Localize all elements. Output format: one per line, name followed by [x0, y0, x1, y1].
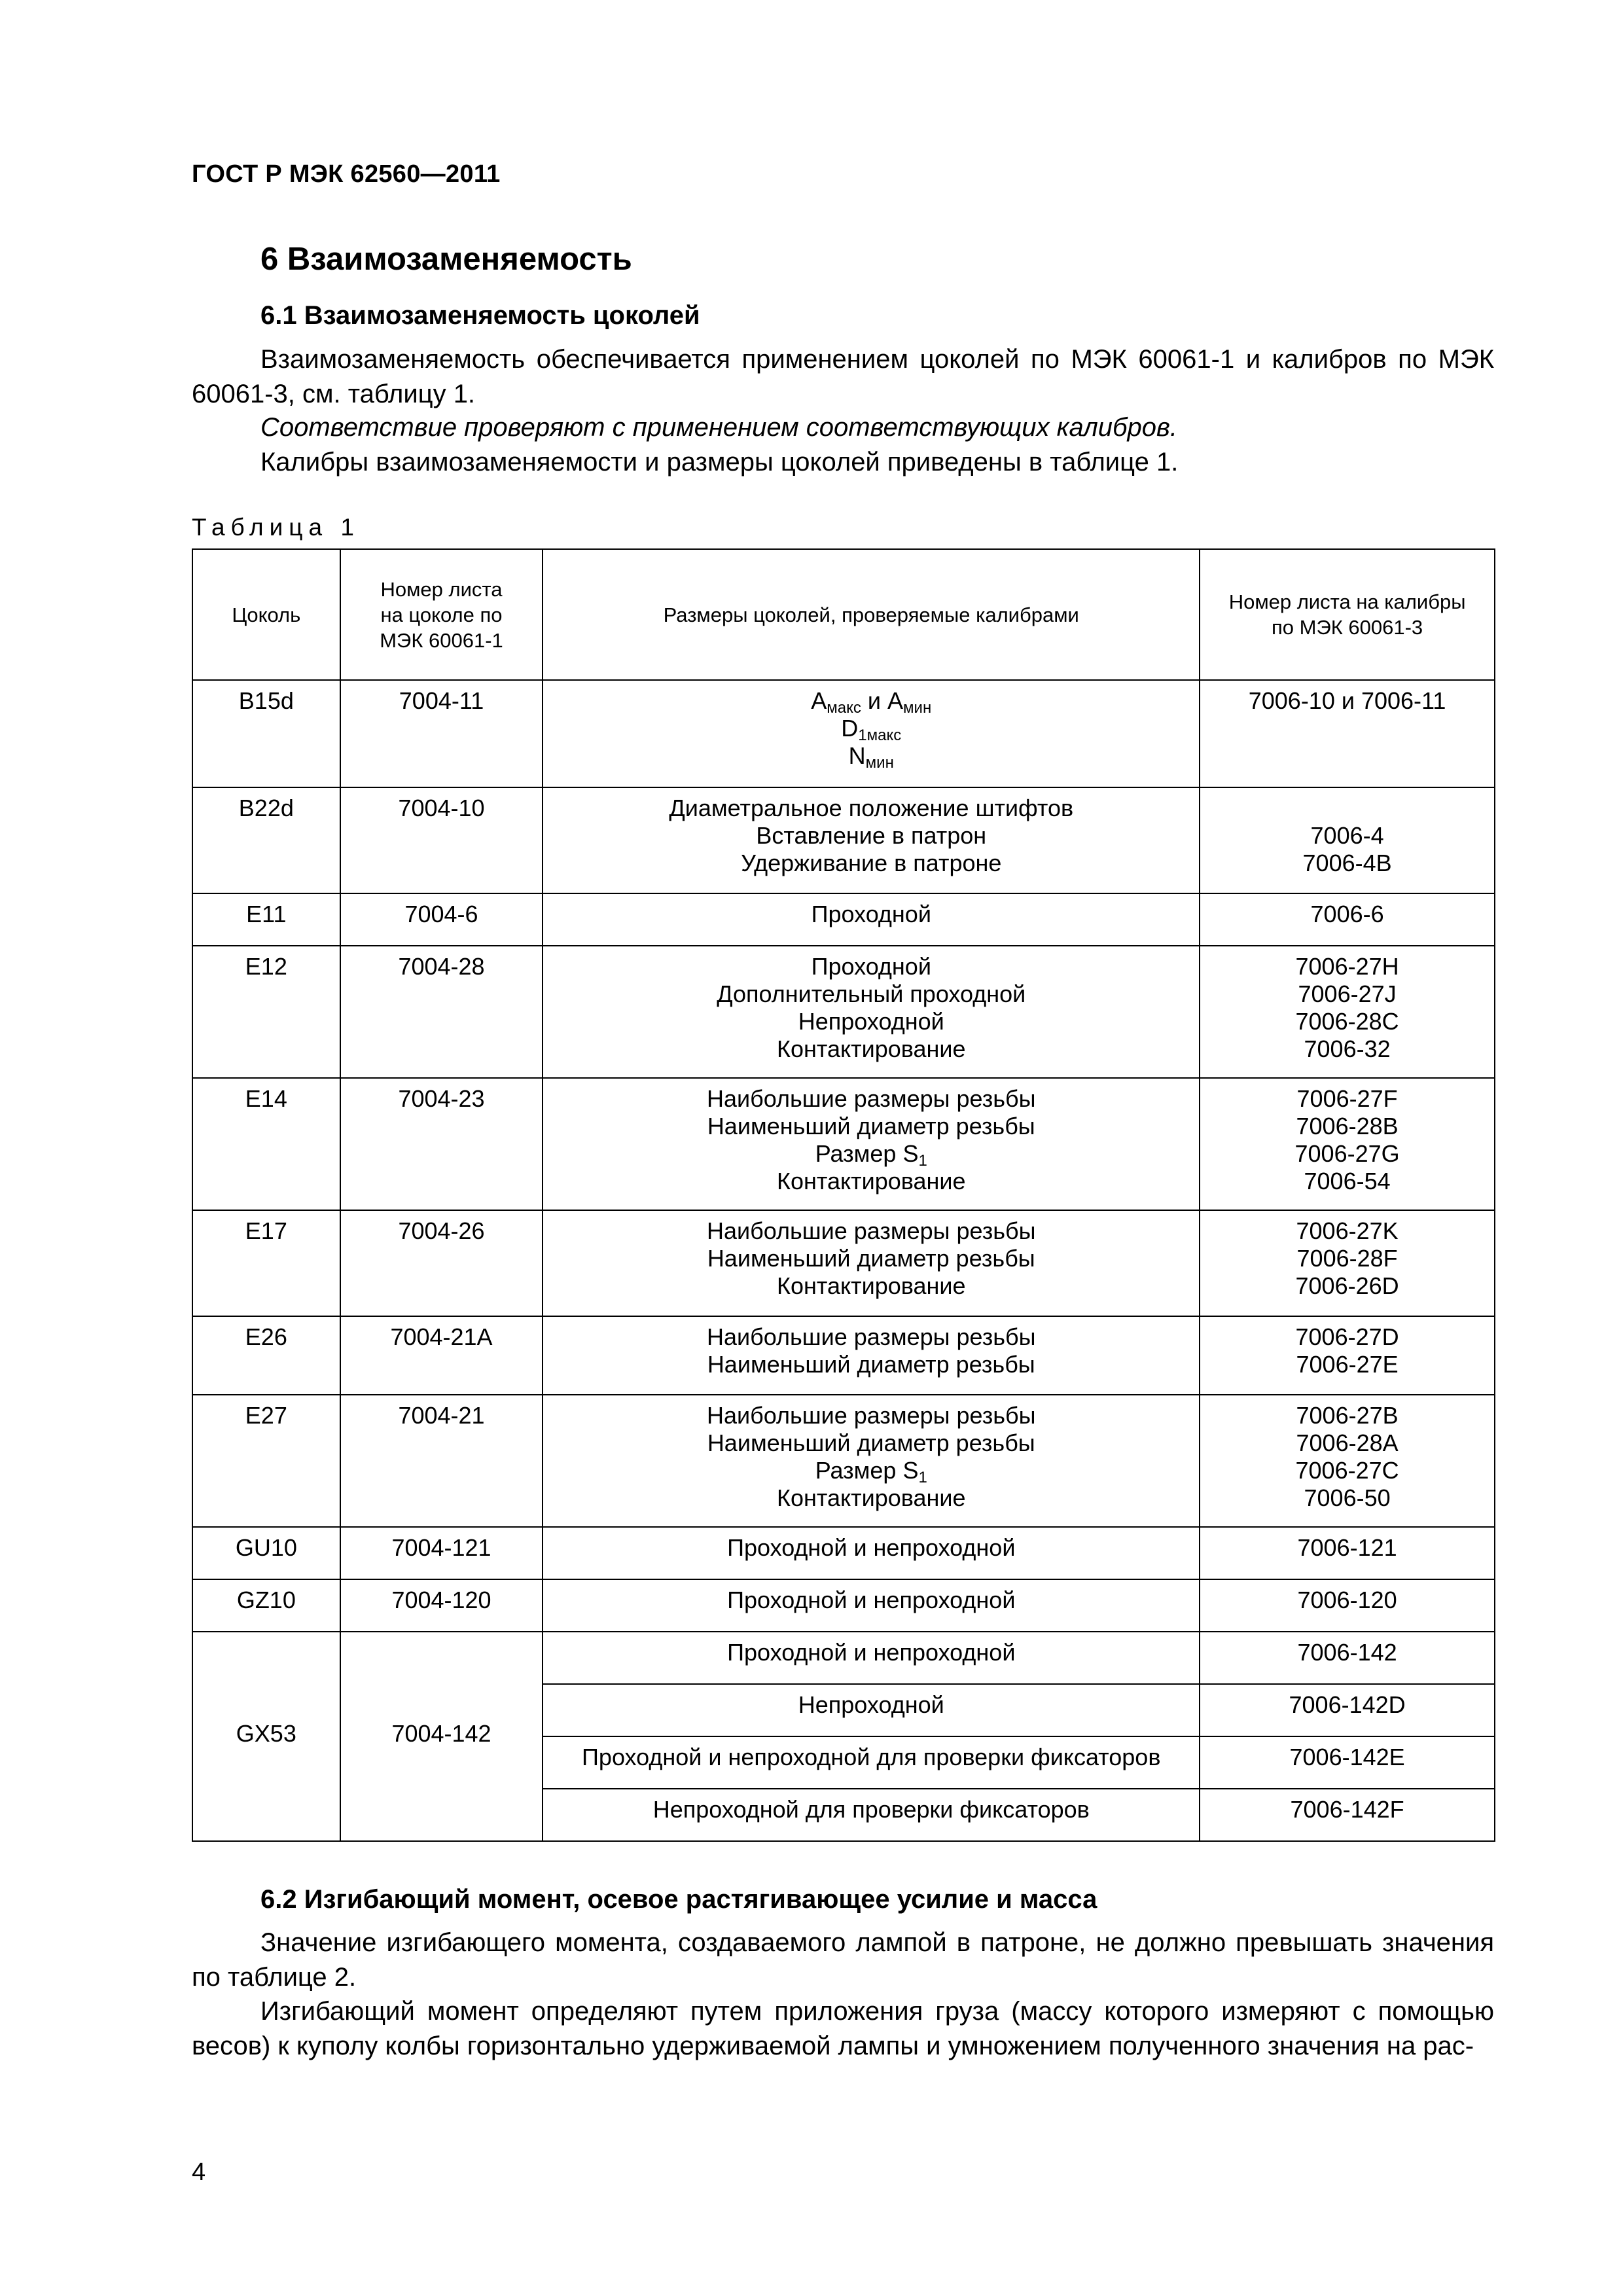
cell-base: E17: [192, 1210, 340, 1316]
cell-dims: Проходной и непроходной: [543, 1632, 1200, 1684]
cell-base: E26: [192, 1316, 340, 1395]
section-6-2-paragraph-1: Значение изгибающего момента, создаваемого лампой в патроне, не должно превышать значения по таблице 2.: [192, 1928, 1494, 1992]
cell-gauge: 7006-142D: [1200, 1684, 1495, 1736]
cell-sheet: 7004-142: [340, 1632, 543, 1841]
cell-dims: Проходной и непроходной: [543, 1579, 1200, 1632]
cell-dims: Наибольшие размеры резьбы Наименьший диаметр резьбы Контактирование: [543, 1210, 1200, 1316]
table-row: [192, 1316, 1495, 1395]
header-dims: Размеры цоколей, проверяемые калибрами: [543, 549, 1200, 680]
cell-dims: Непроходной для проверки фиксаторов: [543, 1789, 1200, 1841]
section-6-2-paragraph-2: Изгибающий момент определяют путем приложения груза (массу которого измеряют с помощью весов) к куполу колбы горизонтально удерживаемой лампы и умножением полученного значения на рас-: [192, 1997, 1494, 2060]
section-6-1-paragraph-2: Соответствие проверяют с применением соответствующих калибров.: [260, 413, 1178, 442]
table-row: [192, 1579, 1495, 1632]
cell-gauge: 7006-6: [1200, 893, 1495, 946]
section-6-1-paragraph-3: Калибры взаимозаменяемости и размеры цоколей приведены в таблице 1.: [260, 448, 1179, 476]
cell-sheet: 7004-10: [340, 787, 543, 893]
cell-gauge: 7006-120: [1200, 1579, 1495, 1632]
cell-sheet: 7004-6: [340, 893, 543, 946]
cell-dims: Проходной и непроходной: [543, 1527, 1200, 1579]
table-row: [192, 1632, 1495, 1684]
header-gauge: Номер листа на калибры по МЭК 60061-3: [1200, 549, 1495, 680]
cell-gauge: 7006-4 7006-4B: [1200, 787, 1495, 893]
header-base: Цоколь: [192, 549, 340, 680]
cell-sheet: 7004-120: [340, 1579, 543, 1632]
cell-dims: Наибольшие размеры резьбы Наименьший диаметр резьбы Размер $S_1$ Контактирование: [543, 1395, 1200, 1527]
cell-dims: Наибольшие размеры резьбы Наименьший диаметр резьбы Размер $S_1$ Контактирование: [543, 1078, 1200, 1210]
table-row: [192, 1527, 1495, 1579]
cell-dims: Наибольшие размеры резьбы Наименьший диаметр резьбы: [543, 1316, 1200, 1395]
cell-gauge: 7006-121: [1200, 1527, 1495, 1579]
cell-dims: Проходной и непроходной для проверки фиксаторов: [543, 1736, 1200, 1789]
table-row: [192, 1395, 1495, 1527]
cell-base: GZ10: [192, 1579, 340, 1632]
table-1-caption: Таблица 1: [192, 514, 360, 541]
cell-dims: Диаметральное положение штифтов Вставление в патрон Удерживание в патроне: [543, 787, 1200, 893]
table-1: [192, 548, 1495, 1842]
table-row: [192, 787, 1495, 893]
cell-sheet: 7004-121: [340, 1527, 543, 1579]
cell-dims: $A_{макс}$ и $A_{мин}$ $D_{1макс}$ $N_{мин}$: [543, 680, 1200, 787]
cell-base: E14: [192, 1078, 340, 1210]
cell-sheet: 7004-21A: [340, 1316, 543, 1395]
cell-sheet: 7004-23: [340, 1078, 543, 1210]
cell-gauge: 7006-142E: [1200, 1736, 1495, 1789]
table-row: [192, 1210, 1495, 1316]
table-row: [192, 893, 1495, 946]
cell-sheet: 7004-26: [340, 1210, 543, 1316]
table-row: [192, 946, 1495, 1078]
cell-base: B22d: [192, 787, 340, 893]
cell-gauge: 7006-27D 7006-27E: [1200, 1316, 1495, 1395]
cell-base: B15d: [192, 680, 340, 787]
document-header: ГОСТ Р МЭК 62560—2011: [192, 160, 501, 188]
section-6-1-paragraph-1: Взаимозаменяемость обеспечивается применением цоколей по МЭК 60061-1 и калибров по МЭК 60061-3, см. таблицу 1.: [192, 345, 1494, 408]
cell-gauge: 7006-27B 7006-28A 7006-27C 7006-50: [1200, 1395, 1495, 1527]
cell-base: E11: [192, 893, 340, 946]
cell-dims: Проходной: [543, 893, 1200, 946]
header-sheet: Номер листа на цоколе по МЭК 60061-1: [340, 549, 543, 680]
cell-base: E12: [192, 946, 340, 1078]
cell-gauge: 7006-27K 7006-28F 7006-26D: [1200, 1210, 1495, 1316]
section-6-heading: 6 Взаимозаменяемость: [260, 242, 632, 277]
cell-dims: Проходной Дополнительный проходной Непроходной Контактирование: [543, 946, 1200, 1078]
cell-gauge: 7006-142F: [1200, 1789, 1495, 1841]
cell-gauge: 7006-27F 7006-28B 7006-27G 7006-54: [1200, 1078, 1495, 1210]
cell-sheet: 7004-11: [340, 680, 543, 787]
cell-base: GU10: [192, 1527, 340, 1579]
section-6-1-heading: 6.1 Взаимозаменяемость цоколей: [260, 301, 700, 330]
cell-base: E27: [192, 1395, 340, 1527]
cell-sheet: 7004-21: [340, 1395, 543, 1527]
table-row: [192, 680, 1495, 787]
cell-dims: Непроходной: [543, 1684, 1200, 1736]
cell-gauge: 7006-10 и 7006-11: [1200, 680, 1495, 787]
page-number: 4: [192, 2159, 206, 2186]
table-row: [192, 1078, 1495, 1210]
cell-gauge: 7006-142: [1200, 1632, 1495, 1684]
table-header-row: [192, 549, 1495, 680]
cell-gauge: 7006-27H 7006-27J 7006-28C 7006-32: [1200, 946, 1495, 1078]
section-6-2-heading: 6.2 Изгибающий момент, осевое растягивающее усилие и масса: [260, 1885, 1097, 1914]
cell-sheet: 7004-28: [340, 946, 543, 1078]
cell-base: GX53: [192, 1632, 340, 1841]
